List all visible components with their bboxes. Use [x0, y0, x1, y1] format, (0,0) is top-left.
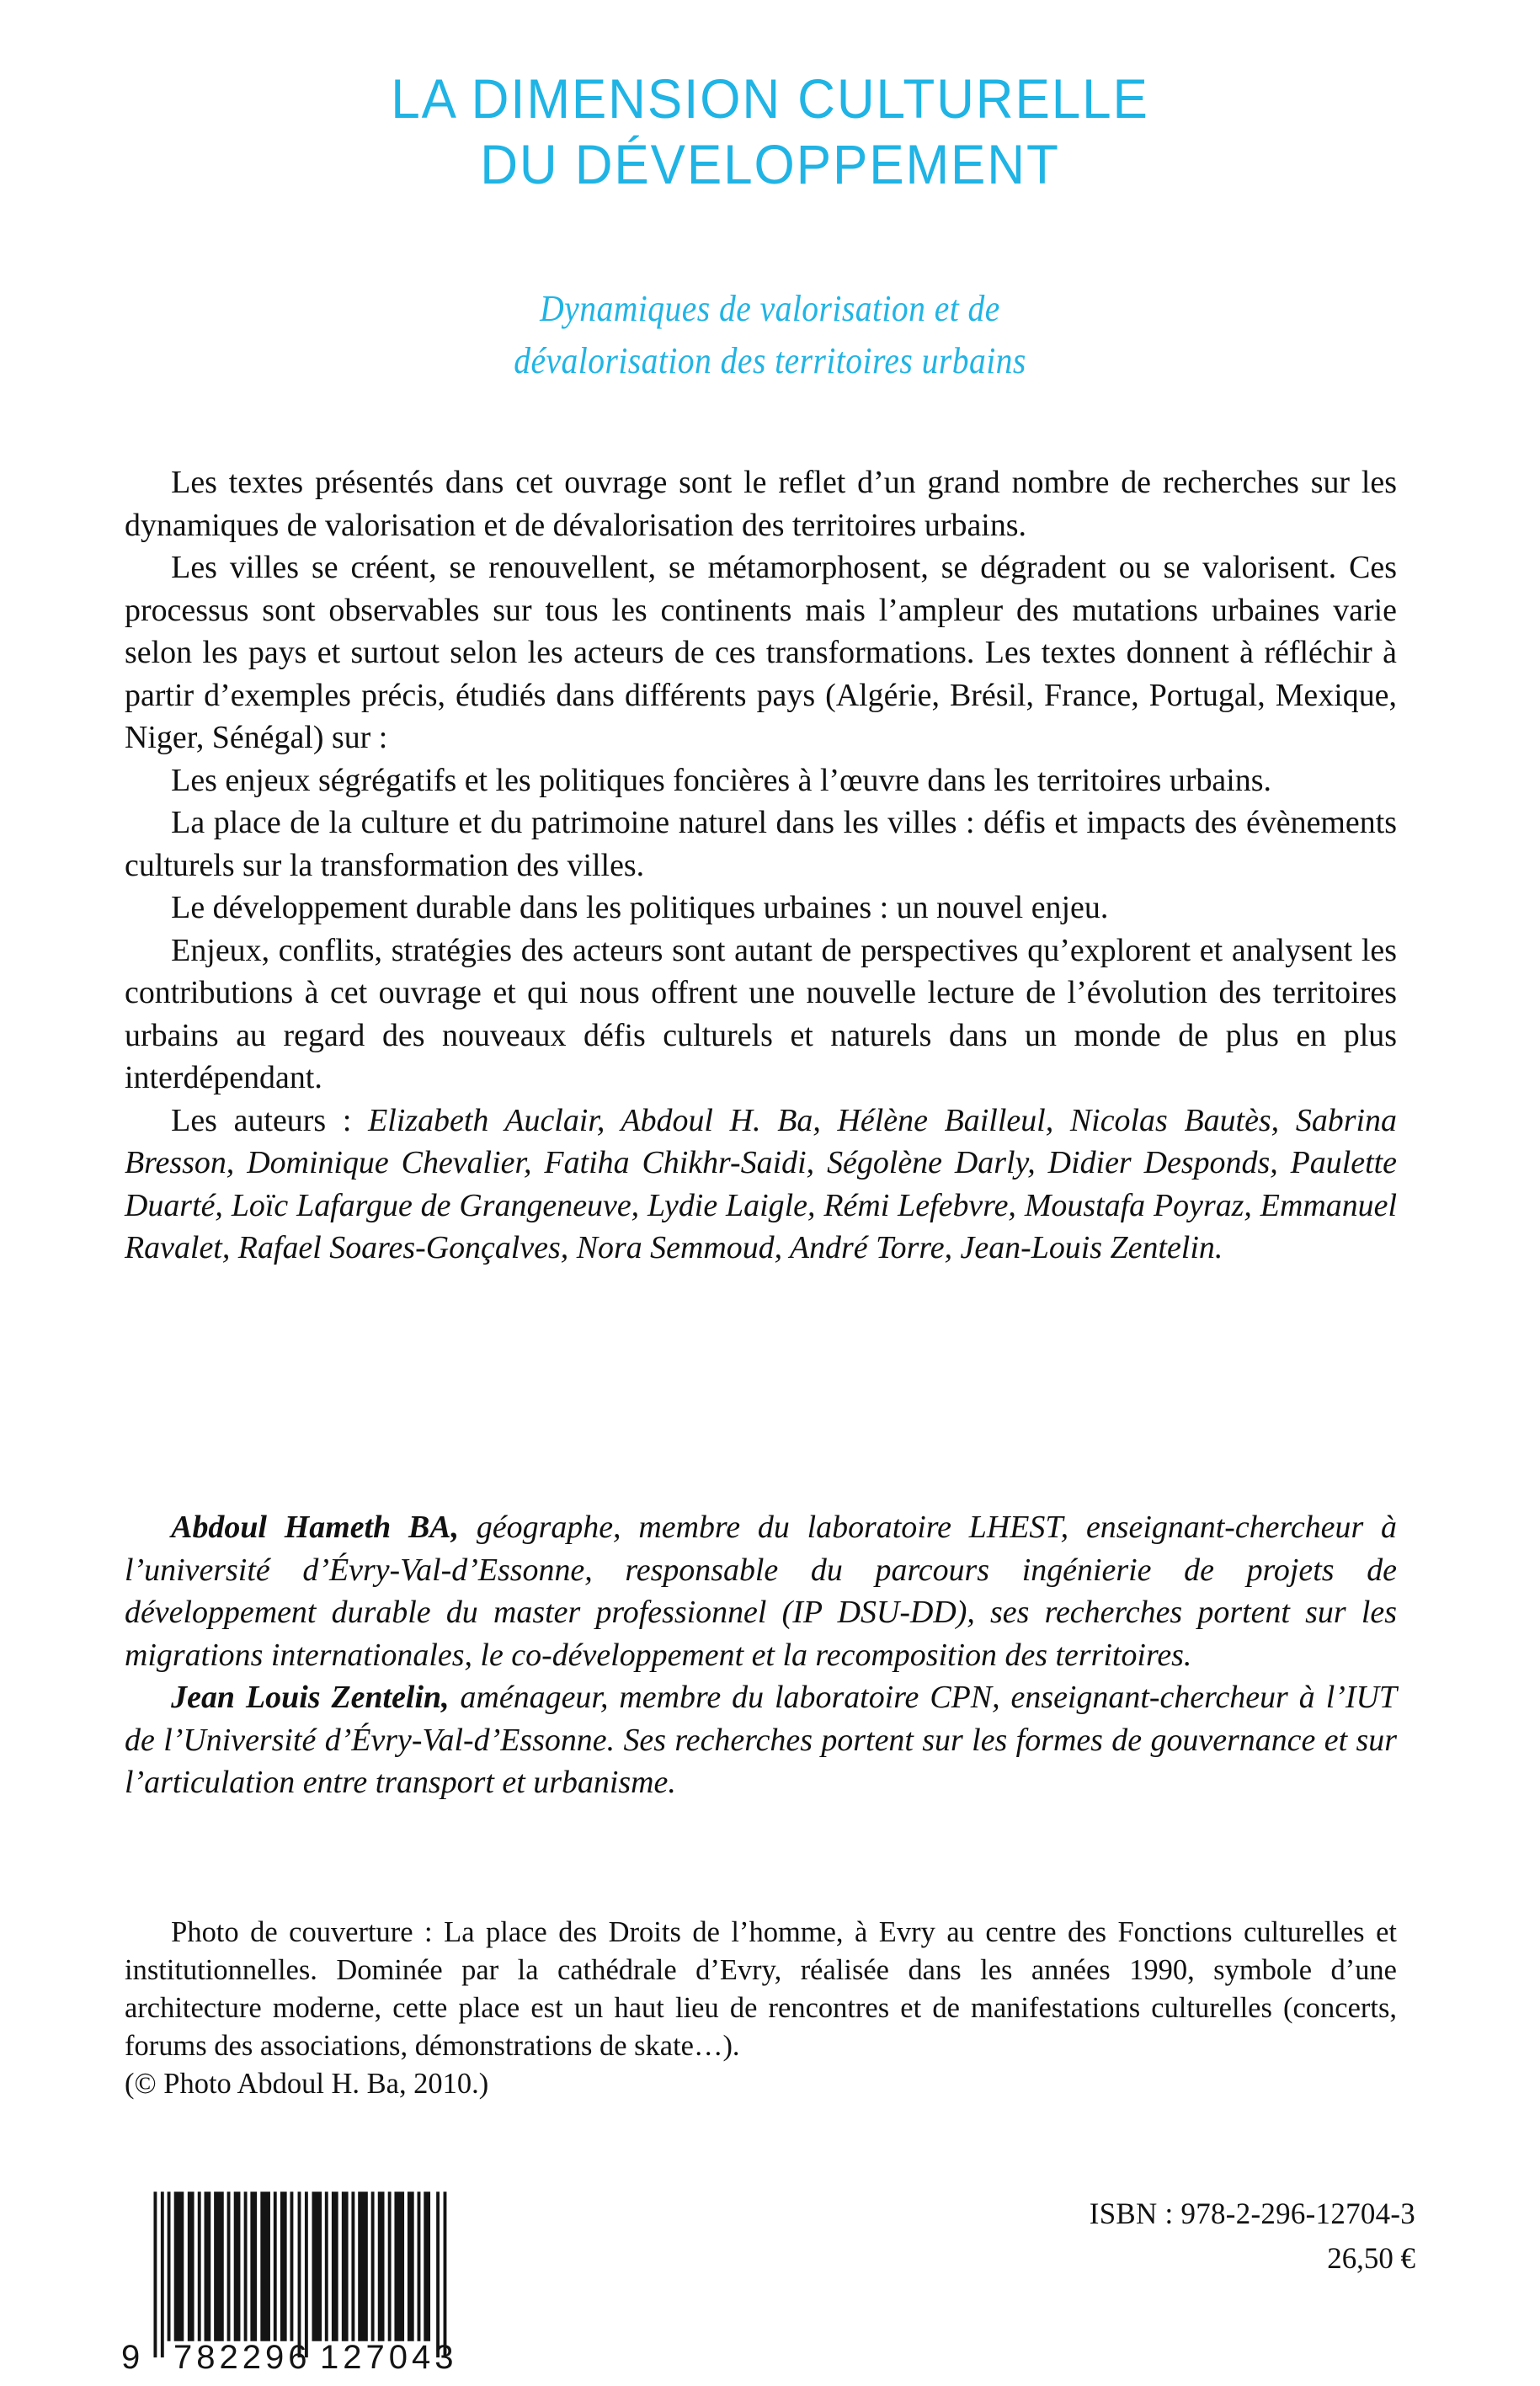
author-bio	[125, 1676, 1397, 1804]
price: 26,50 €	[1327, 2241, 1415, 2275]
blurb-paragraph: Les textes présentés dans cet ouvrage sont le reflet d’un grand nombre de recherches sur les dynamiques de valorisation et de dévalorisation des territoires urbains.	[125, 465, 1397, 543]
cover-title	[0, 66, 1540, 197]
blurb-body	[125, 461, 1416, 1270]
author-bio-text: aménageur, membre du laboratoire CPN, enseignant-chercheur à l’IUT de l’Université d’Évry-Val-d’Essonne. Ses recherches portent sur les formes de gouvernance et sur l’articulation entre transport et urbanisme.	[125, 1680, 1397, 1800]
subtitle-line-2: dévalorisation des territoires urbains	[514, 340, 1026, 381]
photo-credit-text: Photo de couverture : La place des Droits de l’homme, à Evry au centre des Fonctions culturelles et institutionnelles. Dominée par la cathédrale d’Evry, réalisée dans les années 1990, symbole d’une architecture moderne, cette place est un haut lieu de rencontres et de manifestations culturelles (concerts, forums des associations, démonstrations de skate…).	[125, 1915, 1397, 2062]
isbn-price-block	[826, 2192, 1415, 2282]
blurb-paragraph: Les enjeux ségrégatifs et les politiques foncières à l’œuvre dans les territoires urbains.	[171, 762, 1272, 798]
isbn-number: ISBN : 978-2-296-12704-3	[1089, 2197, 1415, 2230]
barcode-right-group: 127043	[320, 2339, 458, 2376]
author-bio-name: Abdoul Hameth BA,	[171, 1510, 460, 1545]
cover-subtitle	[0, 283, 1540, 387]
authors-paragraph	[125, 1100, 1397, 1270]
authors-label: Les auteurs :	[171, 1102, 369, 1138]
title-line-2: DU DÉVELOPPEMENT	[480, 133, 1060, 195]
photo-credit-copyright: (© Photo Abdoul H. Ba, 2010.)	[125, 2067, 489, 2100]
author-bio-text: géographe, membre du laboratoire LHEST, enseignant-chercheur à l’université d’Évry-Val-d’Essonne, responsable du parcours ingénierie de projets de développement durable du master professionnel (IP DSU-DD), ses recherches portent sur les migrations internationales, le co-développement et la recomposition des territoires.	[125, 1510, 1397, 1673]
blurb-paragraph: Enjeux, conflits, stratégies des acteurs sont autant de perspectives qu’explorent et analysent les contributions à cet ouvrage et qui nous offrent une nouvelle lecture de l’évolution des territoires urbains au regard des nouveaux défis culturels et naturels dans un monde de plus en plus interdépendant.	[125, 932, 1397, 1095]
author-bio-name: Jean Louis Zentelin,	[171, 1680, 450, 1715]
barcode	[121, 2189, 480, 2386]
author-bios	[125, 1506, 1416, 1804]
title-line-1: LA DIMENSION CULTURELLE	[391, 67, 1149, 130]
subtitle-line-1: Dynamiques de valorisation et de	[540, 288, 1000, 329]
blurb-paragraph: Le développement durable dans les politiques urbaines : un nouvel enjeu.	[171, 890, 1109, 925]
authors-names: Elizabeth Auclair, Abdoul H. Ba, Hélène Bailleul, Nicolas Bautès, Sabrina Bresson, Dominique Chevalier, Fatiha Chikhr-Saidi, Ségolène Darly, Didier Desponds, Paulette Duarté, Loïc Lafargue de Grangeneuve, Lydie Laigle, Rémi Lefebvre, Moustafa Poyraz, Emmanuel Ravalet, Rafael Soares-Gonçalves, Nora Semmoud, André Torre, Jean-Louis Zentelin.	[125, 1102, 1397, 1265]
barcode-lead-digit: 9	[121, 2339, 141, 2376]
blurb-paragraph: La place de la culture et du patrimoine naturel dans les villes : défis et impacts des évènements culturels sur la transformation des villes.	[125, 805, 1397, 883]
barcode-left-group: 782296	[173, 2339, 312, 2376]
author-bio	[125, 1506, 1397, 1676]
blurb-paragraph: Les villes se créent, se renouvellent, se métamorphosent, se dégradent ou se valorisent. Ces processus sont observables sur tous les continents mais l’ampleur des mutations urbaines varie selon les pays et surtout selon les acteurs de ces transformations. Les textes donnent à réfléchir à partir d’exemples précis, étudiés dans différents pays (Algérie, Brésil, France, Portugal, Mexique, Niger, Sénégal) sur :	[125, 550, 1397, 755]
photo-credit	[125, 1913, 1416, 2102]
